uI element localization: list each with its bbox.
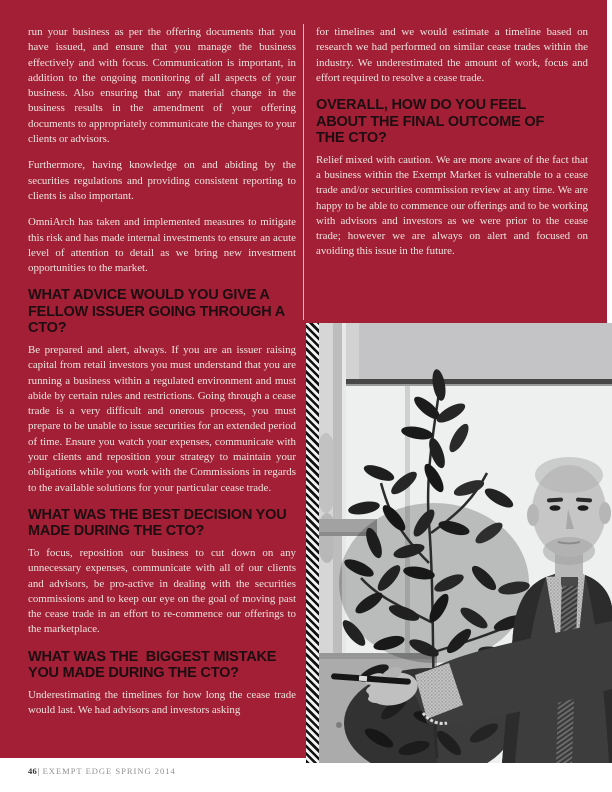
body-paragraph: To focus, reposition our business to cut down on any unnecessary expenses, communicate with all of our clients and advisors, be pro-active in dealing with the securities commissions and to keep our eye on the goal of moving past the cease trade in an effort to re-commence our offerings to the marketplace. xyxy=(28,546,296,636)
heading-line: CTO? xyxy=(28,320,67,337)
footer-separator: | xyxy=(37,766,41,776)
section-heading xyxy=(316,97,588,147)
heading-line: ABOUT THE FINAL OUTCOME OF xyxy=(316,113,545,130)
right-column xyxy=(316,25,588,271)
left-column xyxy=(28,25,296,729)
heading-line: OVERALL, HOW DO YOU FEEL xyxy=(316,97,527,114)
heading-line: WHAT ADVICE WOULD YOU GIVE A xyxy=(28,287,270,304)
portrait-photo xyxy=(306,323,612,763)
column-divider-rule xyxy=(303,24,304,320)
heading-line: THE CTO? xyxy=(316,130,387,147)
section-heading xyxy=(28,649,296,682)
body-paragraph: run your business as per the offering documents that you have issued, and ensure that you manage the business effectively and with focus. Communication is important, in addition to the ongoing monitoring of all aspects of your business. Also ensuring that any material change in the business results in the amendment of your offering documents to appropriately communicate the changes to your clients or advisors. xyxy=(28,26,296,146)
heading-line: WHAT WAS THE BEST DECISION YOU xyxy=(28,506,287,523)
photo-image xyxy=(319,323,612,763)
heading-line: MADE DURING THE CTO? xyxy=(28,523,205,540)
heading-line: YOU MADE DURING THE CTO? xyxy=(28,665,239,682)
photo-hatch-border xyxy=(306,323,319,763)
body-paragraph: Relief mixed with caution. We are more aware of the fact that a business within the Exempt Market is vulnerable to a cease trade and/or securities commission review at any time. We are happy to be able to commence our offerings and to be working with advisors and investors as we were prior to the cease trade; however we are always on alert and focused on avoiding this issue in the future. xyxy=(316,153,588,258)
heading-line: FELLOW ISSUER GOING THROUGH A xyxy=(28,303,286,320)
section-heading xyxy=(28,507,296,540)
body-paragraph: Underestimating the timelines for how long the cease trade would last. We had advisors and investors asking xyxy=(28,688,296,716)
body-paragraph: for timelines and we would estimate a timeline based on research we had performed on similar cease trades within the industry. We underestimated the amount of work, focus and effort required to resolve a cease trade. xyxy=(316,26,588,84)
body-paragraph: Be prepared and alert, always. If you are an issuer raising capital from retail investors you must understand that you are running a business within a regulated environment and must abide by certain rules and restrictions. Going through a cease trade is a very difficult and onerous process, you must prepare to be unable to issue securities for an extended period of time. Ensure you watch your expenses, communicate with your clients and reposition your strategy to maintain your obligations while you work with the Commissions in regards to the available solutions for your particular cease trade. xyxy=(28,343,296,494)
body-paragraph: OmniArch has taken and implemented measures to mitigate this risk and has made internal investments to ensure an acute level of attention to detail as we bring new investment opportunities to the market. xyxy=(28,216,296,275)
section-heading xyxy=(28,287,296,337)
magazine-title: EXEMPT EDGE SPRING 2014 xyxy=(42,766,176,776)
page-number: 46 xyxy=(28,766,37,776)
heading-line: WHAT WAS THE BIGGEST MISTAKE xyxy=(28,648,277,665)
page-footer xyxy=(28,766,176,776)
body-paragraph: Furthermore, having knowledge on and abiding by the securities regulations and providing consistent reporting to clients is also important. xyxy=(28,159,296,202)
